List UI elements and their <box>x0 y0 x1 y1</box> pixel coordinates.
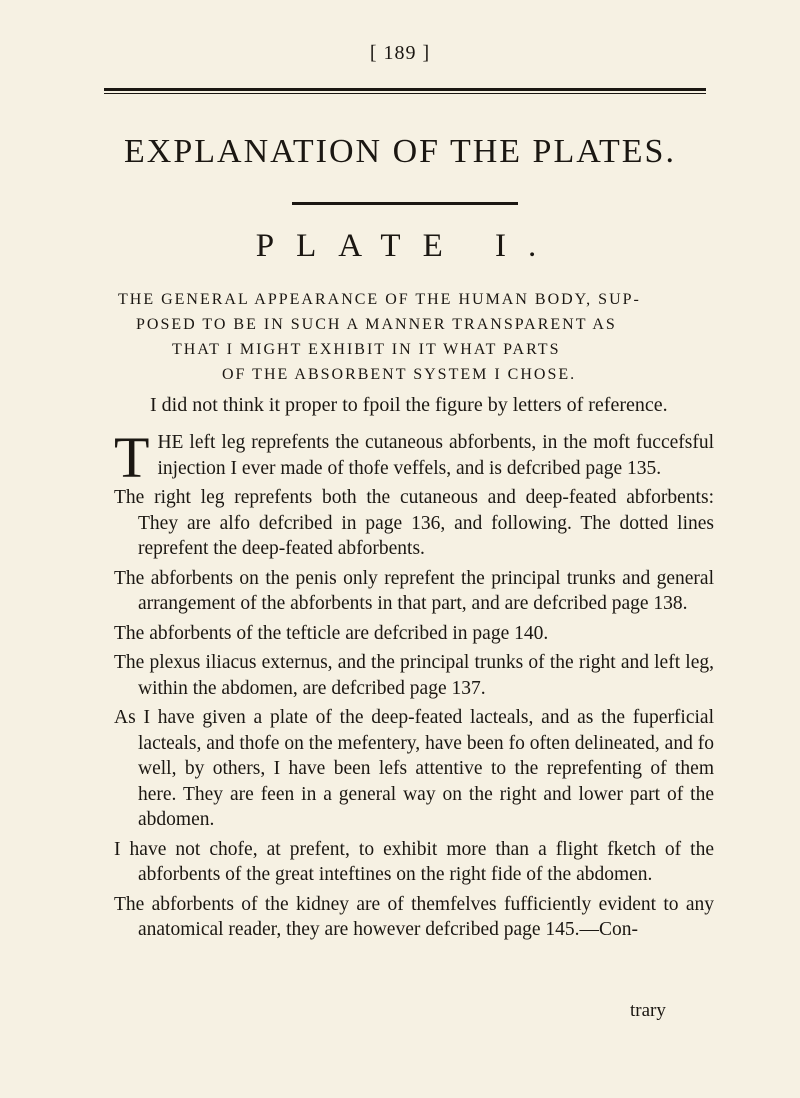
paragraph: The abforbents of the kidney are of themfelves fufficiently evident to any anatomical reader, they are however defcribed page 145.—Con- <box>114 893 714 940</box>
paragraph-text: HE left leg reprefents the cutaneous abforbents, in the moft fuccefsful injection I ever made of thofe veffels, and is defcribed page 135. <box>157 432 714 479</box>
paragraph: The right leg reprefents both the cutaneous and deep-feated abforbents: They are alfo defcribed in page 136, and following. The dotted lines reprefent the deep-feated abforbents. <box>114 487 714 559</box>
subheading-line: OF THE ABSORBENT SYSTEM I CHOSE. <box>222 366 577 383</box>
subheading-line: THAT I MIGHT EXHIBIT IN IT WHAT PARTS <box>172 341 561 358</box>
body-text <box>114 425 714 947</box>
heading-rule <box>292 202 518 205</box>
top-rule-thin <box>104 93 706 94</box>
page-number: [ 189 ] <box>369 42 431 64</box>
paragraph <box>114 425 714 490</box>
page-heading: EXPLANATION OF THE PLATES. <box>124 133 676 170</box>
top-rule <box>104 88 706 91</box>
paragraph: As I have given a plate of the deep-feated lacteals, and as the fuperficial lacteals, and thofe on the mefentery, have been fo often delineated, and fo well, by others, I have been lefs attentive to the reprefenting of them here. They are feen in a general way on the right and lower part of the abdomen. <box>114 707 714 830</box>
drop-cap: T <box>114 425 150 490</box>
plate-title: PLATE I. <box>255 228 559 264</box>
subheading-line: POSED TO BE IN SUCH A MANNER TRANSPARENT AS <box>136 316 617 333</box>
intro-note: I did not think it proper to fpoil the figure by letters of reference. <box>150 394 668 416</box>
plate-subheading <box>118 287 678 387</box>
paragraph: The plexus iliacus externus, and the principal trunks of the right and left leg, within the abdomen, are defcribed page 137. <box>114 652 714 699</box>
subheading-line: THE GENERAL APPEARANCE OF THE HUMAN BODY, SUP- <box>118 291 641 308</box>
paragraph: The abforbents on the penis only reprefent the principal trunks and general arrangement of the abforbents in that part, and are defcribed page 138. <box>114 567 714 614</box>
paragraph: The abforbents of the tefticle are defcribed in page 140. <box>114 622 549 644</box>
paragraph: I have not chofe, at prefent, to exhibit more than a flight fketch of the abforbents of the great inteftines on the right fide of the abdomen. <box>114 838 714 885</box>
catchword: trary <box>630 1000 666 1021</box>
